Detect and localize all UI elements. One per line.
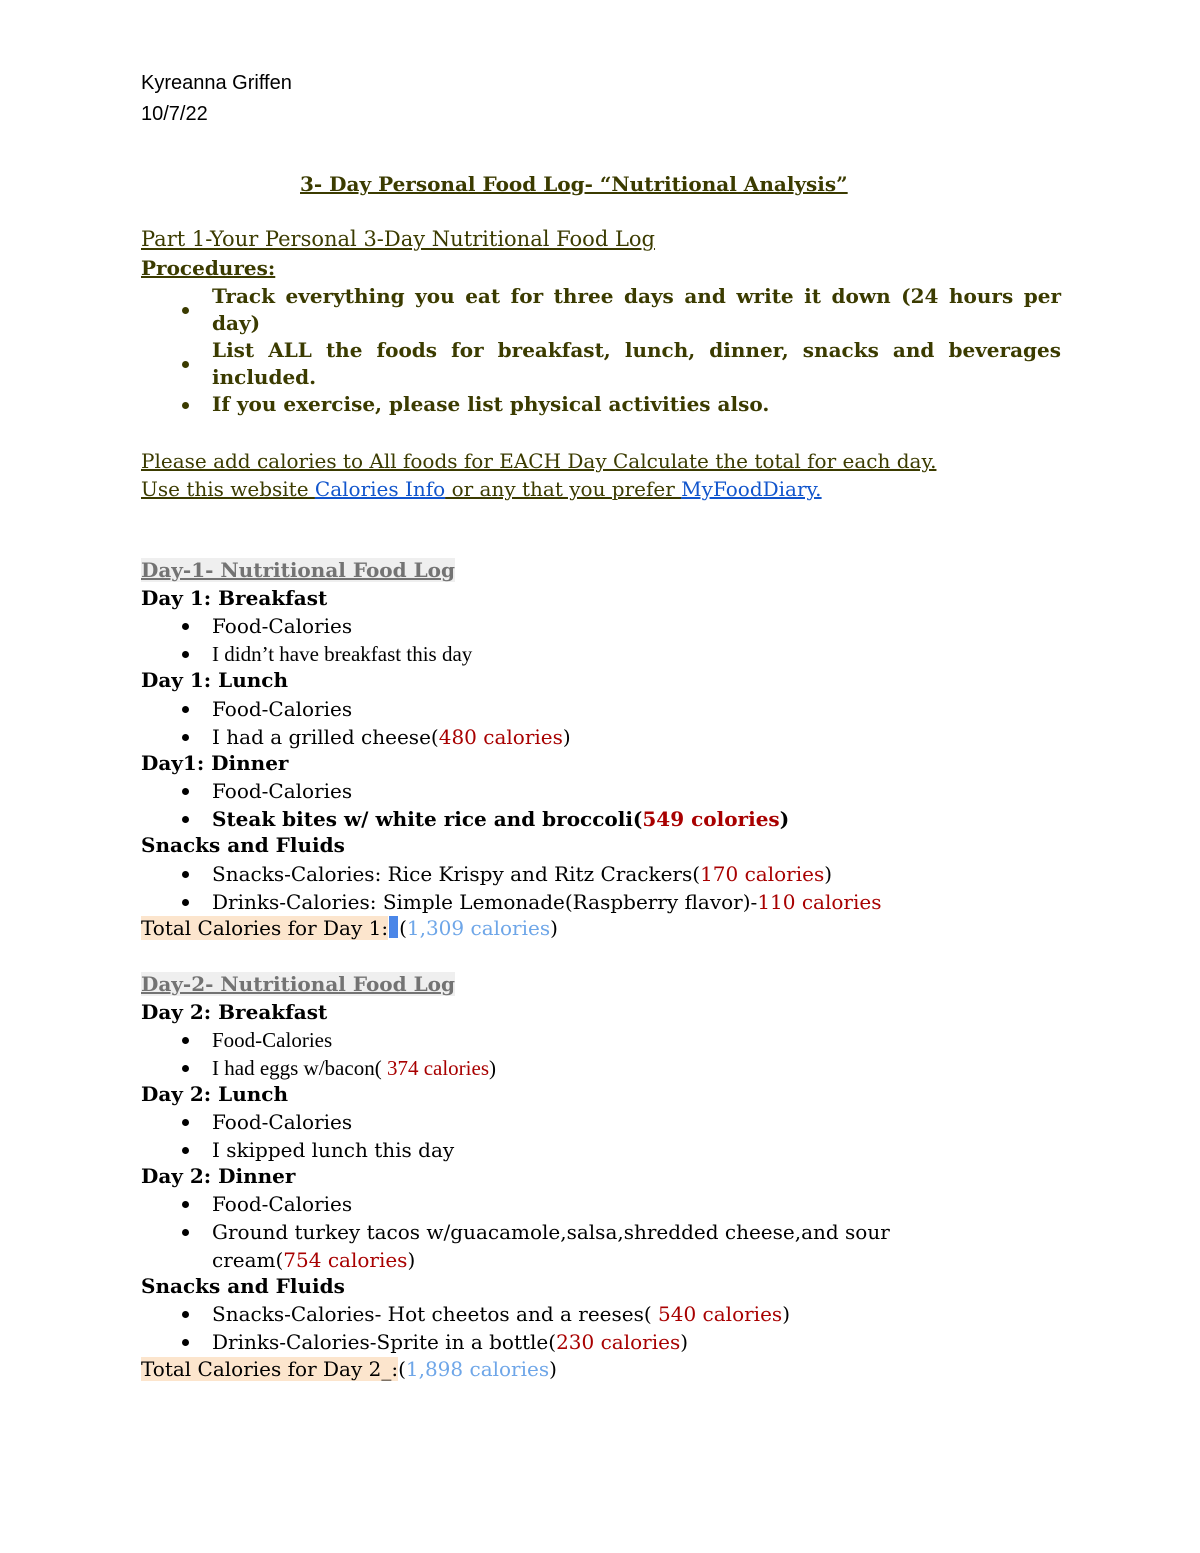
calories-info-link[interactable]: Calories Info bbox=[314, 477, 446, 501]
list-item: Snacks-Calories- Hot cheetos and a reeses( 540 calories) bbox=[141, 1300, 790, 1328]
day2-dinner-label: Day 2: Dinner bbox=[141, 1164, 296, 1188]
list-item: Drinks-Calories-Sprite in a bottle(230 calories) bbox=[141, 1328, 790, 1356]
day1-breakfast-list bbox=[141, 612, 472, 668]
day1-lunch-list bbox=[141, 695, 571, 751]
procedure-item: If you exercise, please list physical activities also. bbox=[141, 391, 1061, 418]
day1-breakfast-label: Day 1: Breakfast bbox=[141, 586, 328, 610]
part1-heading: Part 1-Your Personal 3-Day Nutritional Food Log bbox=[141, 227, 655, 251]
instructions-line1: Please add calories to All foods for EACH Day Calculate the total for each day. bbox=[141, 449, 937, 473]
list-item: I didn’t have breakfast this day bbox=[141, 640, 472, 668]
document-title: 3- Day Personal Food Log- “Nutritional Analysis” bbox=[300, 172, 848, 196]
day2-lunch-list bbox=[141, 1108, 454, 1164]
day2-breakfast-list bbox=[141, 1026, 496, 1082]
day2-dinner-list bbox=[141, 1190, 890, 1274]
day2-snacks-label: Snacks and Fluids bbox=[141, 1274, 345, 1298]
list-item: Food-Calories bbox=[141, 777, 789, 805]
day1-dinner-list bbox=[141, 777, 789, 833]
day1-snacks-label: Snacks and Fluids bbox=[141, 833, 345, 857]
day2-total-calories: 1,898 calories bbox=[405, 1357, 550, 1381]
list-item: Steak bites w/ white rice and broccoli(549 colories) bbox=[141, 805, 789, 833]
day2-snacks-list bbox=[141, 1300, 790, 1356]
day2-breakfast-label: Day 2: Breakfast bbox=[141, 1000, 328, 1024]
day1-snacks-list bbox=[141, 860, 881, 916]
list-item: Snacks-Calories: Rice Krispy and Ritz Crackers(170 calories) bbox=[141, 860, 881, 888]
document-date: 10/7/22 bbox=[141, 103, 208, 125]
list-item-continuation: cream(754 calories) bbox=[212, 1248, 416, 1272]
procedures-list bbox=[141, 283, 1061, 418]
list-item: Food-Calories bbox=[141, 1190, 890, 1218]
list-item: Food-Calories bbox=[141, 695, 571, 723]
list-item: Food-Calories bbox=[141, 1108, 454, 1136]
list-item: Drinks-Calories: Simple Lemonade(Raspberry flavor)-110 calories bbox=[141, 888, 881, 916]
instructions-line2: Use this website Calories Info or any that you prefer MyFoodDiary. bbox=[141, 477, 822, 501]
day1-total-calories: 1,309 calories bbox=[406, 916, 551, 940]
procedures-label: Procedures: bbox=[141, 256, 276, 280]
list-item: Food-Calories bbox=[141, 612, 472, 640]
list-item: Food-Calories bbox=[141, 1026, 496, 1054]
day2-heading: Day-2- Nutritional Food Log bbox=[141, 972, 455, 996]
myfooddiary-link[interactable]: MyFoodDiary. bbox=[681, 477, 822, 501]
list-item: I had eggs w/bacon( 374 calories) bbox=[141, 1054, 496, 1082]
day2-total-label: Total Calories for Day 2_: bbox=[141, 1357, 399, 1381]
author-name: Kyreanna Griffen bbox=[141, 72, 292, 94]
list-item: I had a grilled cheese(480 calories) bbox=[141, 723, 571, 751]
procedure-item: Track everything you eat for three days and write it down (24 hours per day) bbox=[141, 283, 1061, 337]
list-item: Ground turkey tacos w/guacamole,salsa,shredded cheese,and sour bbox=[141, 1218, 890, 1246]
procedure-item: List ALL the foods for breakfast, lunch, dinner, snacks and beverages included. bbox=[141, 337, 1061, 391]
day2-total: Total Calories for Day 2_:(1,898 calories) bbox=[141, 1357, 557, 1381]
day1-heading: Day-1- Nutritional Food Log bbox=[141, 558, 455, 582]
text-cursor bbox=[389, 916, 398, 938]
day1-total-label: Total Calories for Day 1: bbox=[141, 916, 389, 940]
day1-lunch-label: Day 1: Lunch bbox=[141, 668, 289, 692]
day1-dinner-label: Day1: Dinner bbox=[141, 751, 289, 775]
day1-total: Total Calories for Day 1: (1,309 calories) bbox=[141, 916, 558, 940]
day2-lunch-label: Day 2: Lunch bbox=[141, 1082, 289, 1106]
list-item: I skipped lunch this day bbox=[141, 1136, 454, 1164]
